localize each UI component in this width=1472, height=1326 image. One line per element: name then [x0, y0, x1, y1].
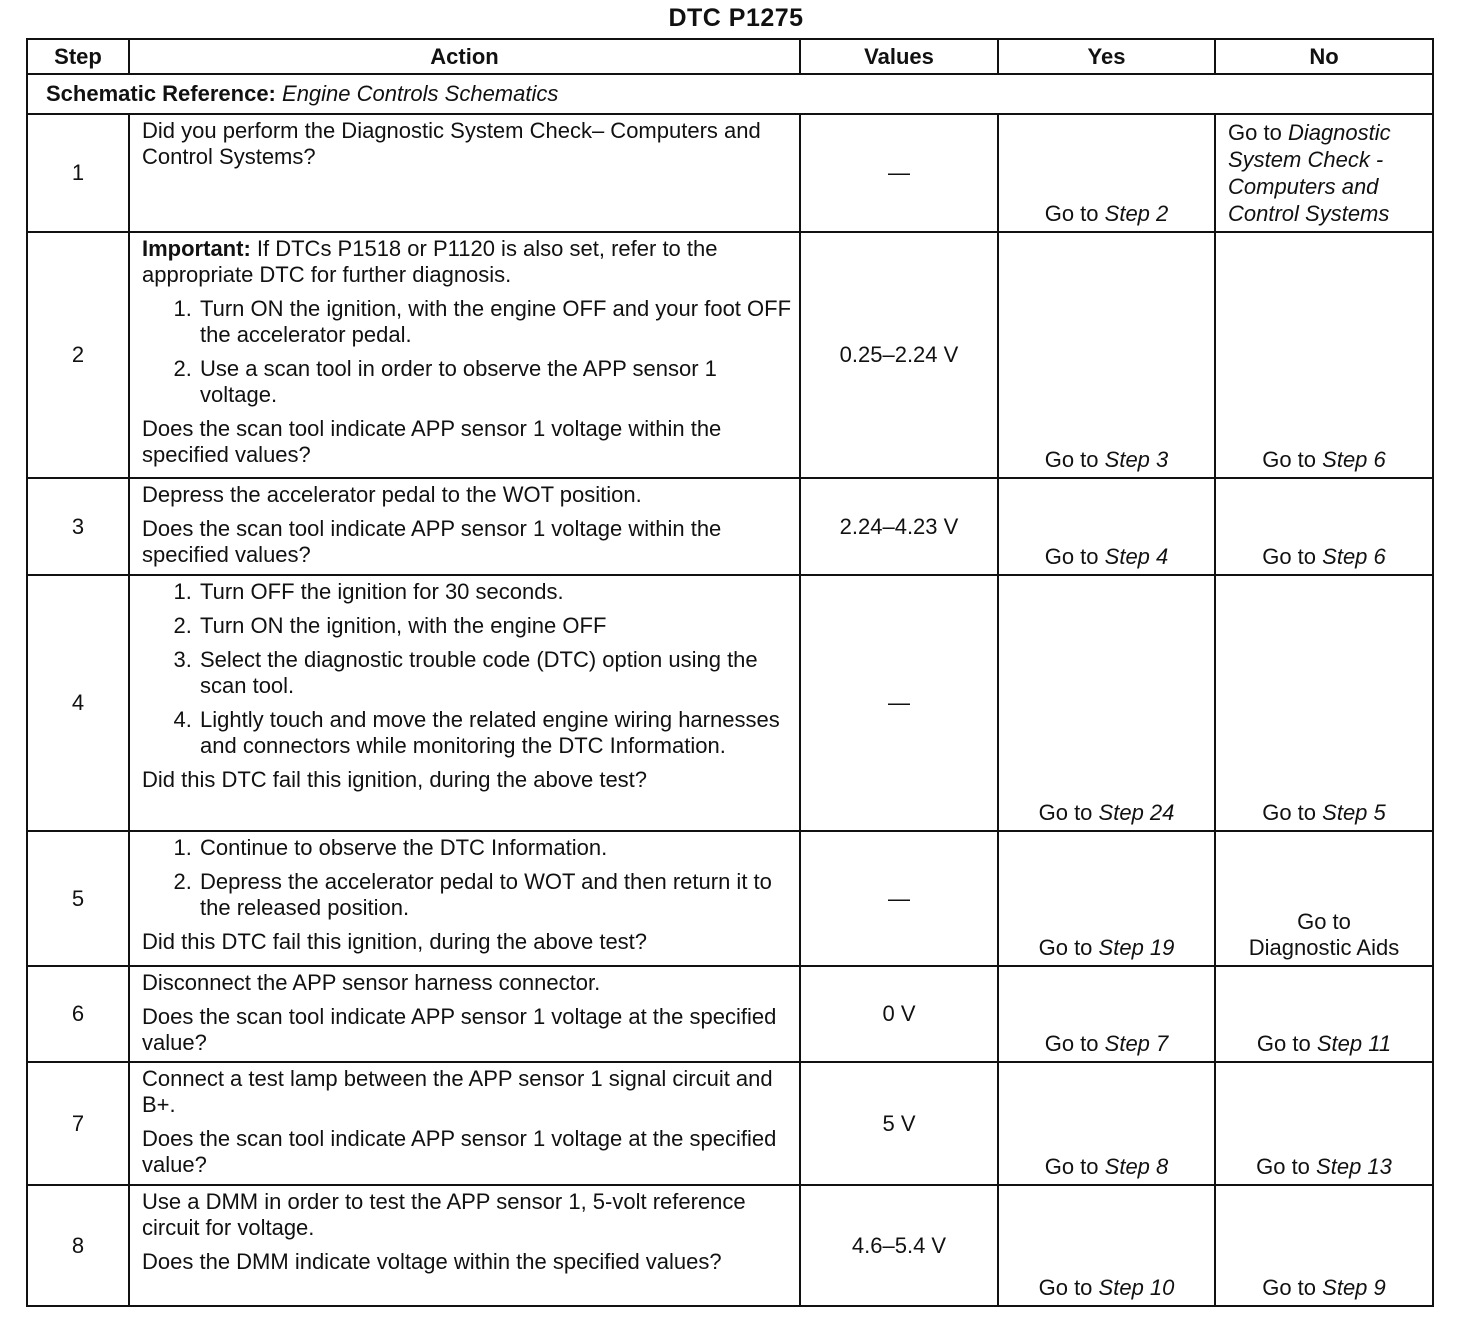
instruction-list [142, 296, 791, 408]
yes-cell [998, 232, 1215, 478]
important-label: Important: [142, 236, 251, 261]
question-text: Does the scan tool indicate APP sensor 1 voltage within the specified values? [142, 516, 722, 567]
yes-prefix: Go to [1038, 935, 1093, 960]
no-prefix: Go to [1262, 800, 1317, 825]
no-prefix: Go to [1297, 909, 1351, 934]
no-cell [1215, 1185, 1433, 1306]
important-note [142, 236, 791, 288]
value-cell: — [800, 831, 998, 966]
list-item: 1. Continue to observe the DTC Information. [198, 835, 791, 861]
question-text: Does the DMM indicate voltage within the specified values? [142, 1249, 722, 1274]
value-cell: — [800, 114, 998, 232]
yes-link[interactable]: Step 8 [1104, 1154, 1169, 1179]
step-number: 2 [27, 232, 129, 478]
no-prefix: Go to [1256, 1031, 1311, 1056]
yes-cell [998, 831, 1215, 966]
action-cell [129, 478, 800, 575]
yes-prefix: Go to [1038, 1275, 1093, 1300]
no-prefix: Go to [1262, 447, 1317, 472]
yes-cell [998, 966, 1215, 1062]
no-cell [1215, 966, 1433, 1062]
no-prefix: Go to [1262, 1275, 1317, 1300]
header-values: Values [800, 39, 998, 74]
step-number: 3 [27, 478, 129, 575]
header-step: Step [27, 39, 129, 74]
yes-link[interactable]: Step 24 [1098, 800, 1175, 825]
action-cell [129, 966, 800, 1062]
table-row [27, 575, 1433, 831]
no-cell [1215, 114, 1433, 232]
question-text: Did this DTC fail this ignition, during the above test? [142, 767, 648, 792]
no-cell [1215, 575, 1433, 831]
action-text: Did you perform the Diagnostic System Check– Computers and Control Systems? [142, 118, 761, 169]
no-cell [1215, 478, 1433, 575]
yes-prefix: Go to [1044, 447, 1099, 472]
table-row [27, 232, 1433, 478]
action-cell [129, 114, 800, 232]
table-row [27, 114, 1433, 232]
header-no: No [1215, 39, 1433, 74]
list-item: 2. Use a scan tool in order to observe the APP sensor 1 voltage. [198, 356, 791, 408]
table-row [27, 831, 1433, 966]
no-prefix: Go to [1228, 120, 1282, 145]
no-link[interactable]: Step 5 [1322, 800, 1386, 825]
no-link[interactable]: Computers and Control Systems [1228, 174, 1390, 226]
table-row [27, 1185, 1433, 1306]
question-text: Does the scan tool indicate APP sensor 1 voltage at the specified value? [142, 1126, 777, 1177]
no-link[interactable]: Step 9 [1322, 1275, 1386, 1300]
action-cell [129, 575, 800, 831]
diagnostic-table [26, 38, 1434, 1307]
yes-prefix: Go to [1038, 800, 1093, 825]
question-text: Does the scan tool indicate APP sensor 1 voltage within the specified values? [142, 416, 722, 467]
action-cell [129, 1185, 800, 1306]
question-text: Does the scan tool indicate APP sensor 1 voltage at the specified value? [142, 1004, 777, 1055]
page-title: DTC P1275 [668, 4, 804, 32]
step-number: 6 [27, 966, 129, 1062]
no-cell [1215, 232, 1433, 478]
step-number: 5 [27, 831, 129, 966]
no-link[interactable]: Step 6 [1322, 544, 1386, 569]
yes-cell [998, 575, 1215, 831]
no-link[interactable]: Step 11 [1316, 1031, 1392, 1056]
action-text: Disconnect the APP sensor harness connector. [142, 970, 601, 995]
schematic-reference-label: Schematic Reference: [46, 81, 276, 106]
table-row [27, 966, 1433, 1062]
no-link[interactable]: Diagnostic Aids [1248, 935, 1400, 960]
yes-cell [998, 478, 1215, 575]
action-text: Connect a test lamp between the APP sensor 1 signal circuit and B+. [142, 1066, 773, 1117]
list-item: 2. Turn ON the ignition, with the engine OFF [198, 613, 791, 639]
instruction-list [142, 579, 791, 759]
question-text: Did this DTC fail this ignition, during the above test? [142, 929, 648, 954]
no-link[interactable]: Step 13 [1316, 1154, 1392, 1179]
step-number: 8 [27, 1185, 129, 1306]
step-number: 1 [27, 114, 129, 232]
list-item: 2. Depress the accelerator pedal to WOT and then return it to the released position. [198, 869, 791, 921]
yes-cell [998, 1185, 1215, 1306]
yes-prefix: Go to [1044, 544, 1099, 569]
value-cell: — [800, 575, 998, 831]
yes-prefix: Go to [1044, 1154, 1099, 1179]
yes-link[interactable]: Step 19 [1098, 935, 1175, 960]
no-cell [1215, 831, 1433, 966]
instruction-list [142, 835, 791, 921]
yes-cell [998, 114, 1215, 232]
list-item: 4. Lightly touch and move the related engine wiring harnesses and connectors while monitoring the DTC Information. [198, 707, 791, 759]
header-action: Action [129, 39, 800, 74]
yes-prefix: Go to [1044, 1031, 1099, 1056]
header-row [27, 39, 1433, 74]
value-cell: 5 V [800, 1062, 998, 1185]
no-prefix: Go to [1256, 1154, 1310, 1179]
header-yes: Yes [998, 39, 1215, 74]
step-number: 7 [27, 1062, 129, 1185]
no-prefix: Go to [1262, 544, 1317, 569]
yes-link[interactable]: Step 3 [1104, 447, 1169, 472]
list-item: 3. Select the diagnostic trouble code (DTC) option using the scan tool. [198, 647, 791, 699]
yes-prefix: Go to [1044, 201, 1099, 226]
step-number: 4 [27, 575, 129, 831]
no-link[interactable]: Diagnostic System Check - [1228, 120, 1391, 172]
value-cell: 0 V [800, 966, 998, 1062]
value-cell: 0.25–2.24 V [800, 232, 998, 478]
table-row [27, 1062, 1433, 1185]
list-item: 1. Turn OFF the ignition for 30 seconds. [198, 579, 791, 605]
action-cell [129, 1062, 800, 1185]
value-cell: 4.6–5.4 V [800, 1185, 998, 1306]
schematic-reference-row [27, 74, 1433, 114]
action-cell [129, 232, 800, 478]
yes-link[interactable]: Step 7 [1104, 1031, 1169, 1056]
action-cell [129, 831, 800, 966]
schematic-reference-link[interactable]: Engine Controls Schematics [282, 81, 559, 106]
list-item: 1. Turn ON the ignition, with the engine OFF and your foot OFF the accelerator pedal. [198, 296, 791, 348]
yes-link[interactable]: Step 10 [1098, 1275, 1175, 1300]
yes-link[interactable]: Step 2 [1104, 201, 1169, 226]
table-row [27, 478, 1433, 575]
action-text: Use a DMM in order to test the APP sensor 1, 5-volt reference circuit for voltage. [142, 1189, 746, 1240]
schematic-reference [27, 74, 1433, 114]
yes-cell [998, 1062, 1215, 1185]
action-text: Depress the accelerator pedal to the WOT position. [142, 482, 642, 507]
no-link[interactable]: Step 6 [1322, 447, 1386, 472]
important-text: If DTCs P1518 or P1120 is also set, refer to the appropriate DTC for further diagnosis. [142, 236, 718, 287]
no-cell [1215, 1062, 1433, 1185]
no-goto [1228, 119, 1426, 227]
value-cell: 2.24–4.23 V [800, 478, 998, 575]
yes-link[interactable]: Step 4 [1104, 544, 1169, 569]
